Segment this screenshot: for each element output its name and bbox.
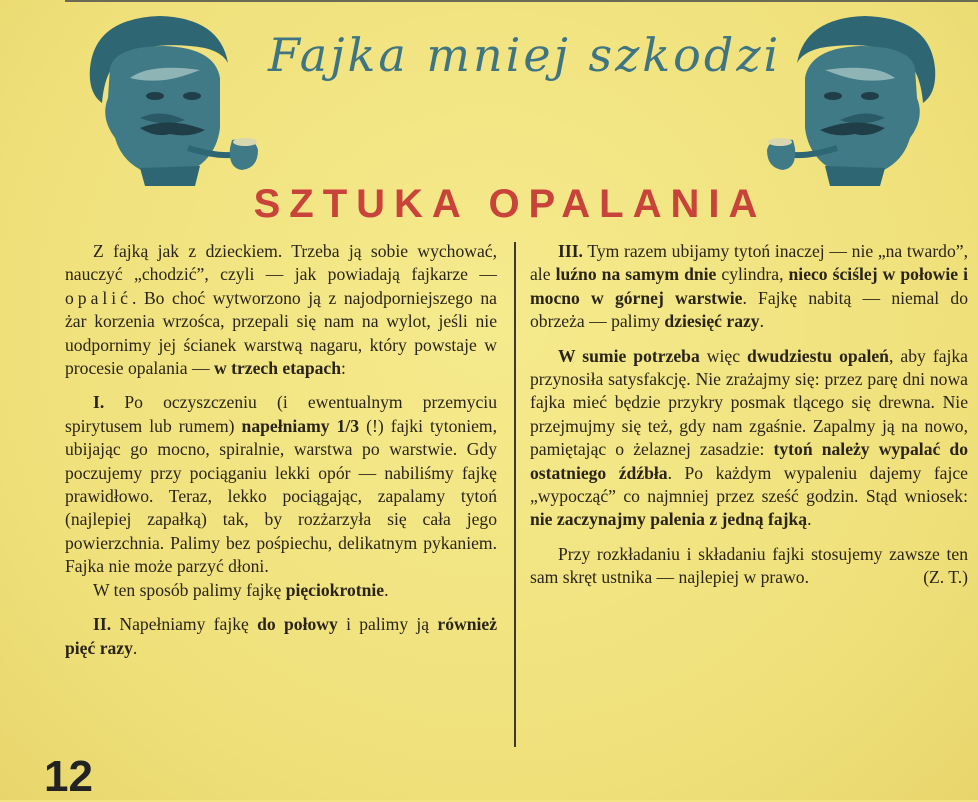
author-signature: (Z. T.) — [923, 567, 968, 588]
page-number: 12 — [44, 752, 93, 801]
paragraph-stage-3: III. Tym razem ubijamy tytoń inaczej — nie „na twardo”, ale luźno na samym dnie cylindra, nieco ściślej w połowie i mocno w górnej warstwie. Fajkę nabitą — niemal do obrzeża — palimy dziesięć razy. — [530, 241, 969, 332]
paragraph-stage-1-summary: W ten sposób palimy fajkę pięciokrotnie. — [93, 579, 389, 600]
article-column-left — [65, 240, 497, 671]
paragraph-stage-1: I. Po oczyszczeniu (i ewentualnym przemyciu spirytusem lub rumem) napełniamy 1/3 (!) fajki tytoniem, ubijając go mocno, spiralnie, warstwa po warstwie. Gdy poczujemy przy pociąganiu lekki opór — nabiliśmy fajkę prawidłowo. Teraz, lekko pociągając, zapalamy tytoń (najlepiej zapałką) tak, by rozżarzyła się cała jego powierzchnia. Palimy bez pośpiechu, delikatnym pykaniem. Fajka nie może parzyć dłoni. — [65, 392, 497, 577]
paragraph-intro: Z fajką jak z dzieckiem. Trzeba ją sobie wychować, nauczyć „chodzić”, czyli — jak powiadają fajkarze — opalić. Bo choć wytworzono ją z najodporniejszego na żar korzenia wrzośca, przepali się nam na wylot, jeśli nie uodpornimy jej ścianek warstwą nagaru, który powstaje w procesie opalania — w trzech etapach: — [65, 241, 497, 379]
script-title: Fajka mniej szkodzi — [268, 28, 782, 82]
paragraph-stage-2: II. Napełniamy fajkę do połowy i palimy ją również pięć razy. — [65, 614, 498, 658]
article-column-right — [530, 240, 968, 601]
paragraph-closing: Przy rozkładaniu i składaniu fajki stosujemy zawsze ten sam skręt ustnika — najlepiej w prawo. (Z. T.) — [530, 543, 968, 590]
headline: SZTUKA OPALANIA — [253, 182, 767, 226]
top-rule — [65, 0, 978, 2]
pipe-smoker-portrait-right-icon — [755, 8, 955, 188]
paragraph-summary: W sumie potrzeba więc dwudziestu opaleń, aby fajka przynosiła satysfakcję. Nie zrażajmy się: przez parę dni nowa fajka mieć będzie przykry posmak tlącego się drewna. Nie przejmujmy się też, gdy nam zgaśnie. Zapalmy ją na nowo, pamiętając o żelaznej zasadzie: tytoń należy wypalać do ostatniego źdźbła. Po każdym wypaleniu dajemy fajce „wypocząć” co najmniej przez sześć godzin. Stąd wniosek: nie zaczynajmy palenia z jedną fajką. — [530, 345, 968, 530]
column-divider — [514, 242, 516, 747]
pipe-smoker-portrait-left-icon — [70, 8, 270, 188]
